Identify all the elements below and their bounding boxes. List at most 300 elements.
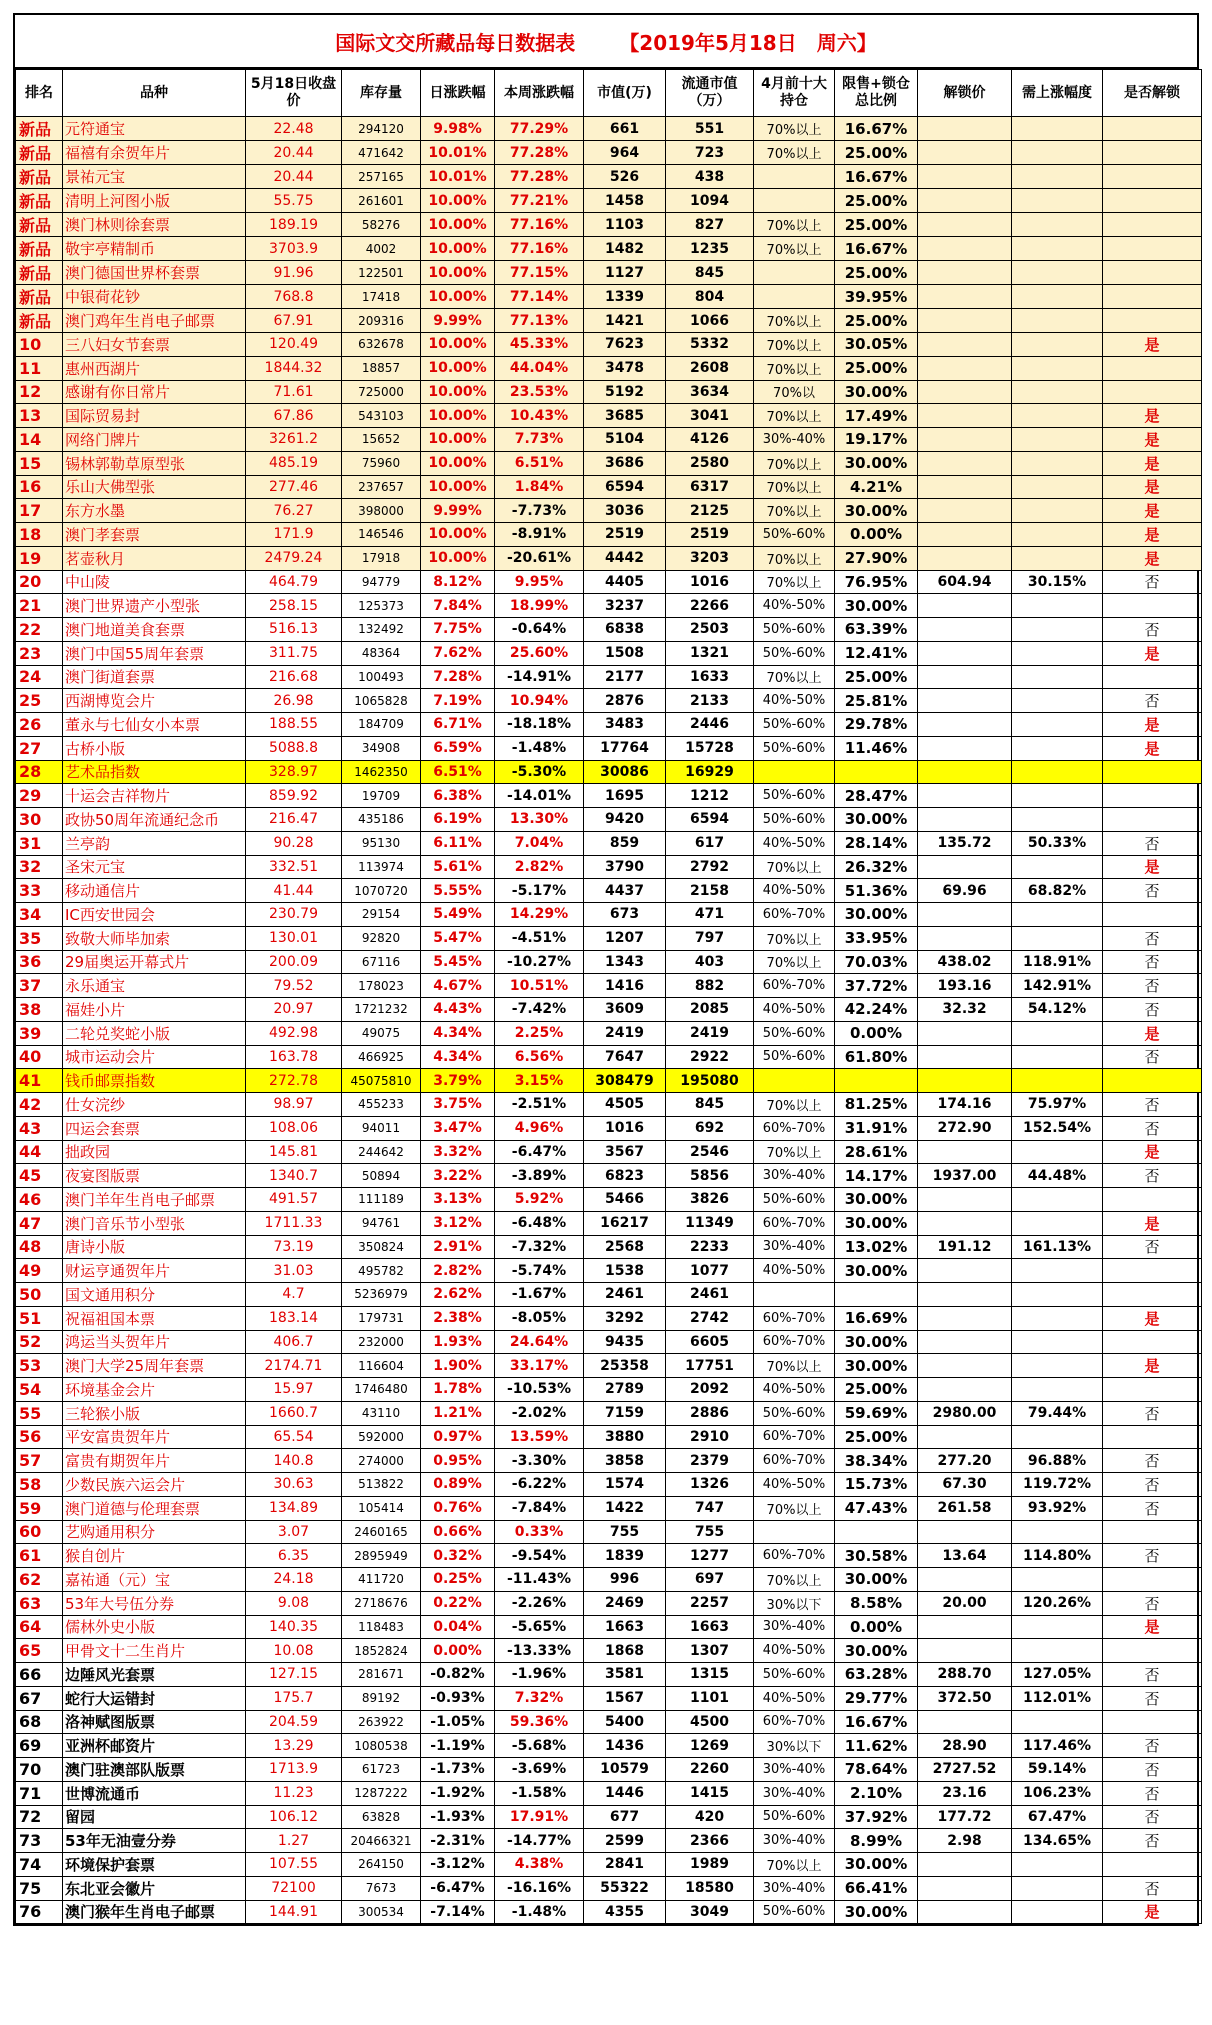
daily-change-cell: -1.93% [421, 1805, 495, 1829]
header-unlock-price: 解锁价 [918, 70, 1012, 117]
market-cap-cell: 16217 [584, 1211, 666, 1235]
lock-ratio-cell: 30.05% [835, 333, 918, 357]
circulating-cap-cell: 4126 [666, 428, 754, 452]
lock-ratio-cell: 30.00% [835, 451, 918, 475]
top10-holding-cell: 70%以上 [754, 926, 835, 950]
close-price-cell: 91.96 [246, 261, 342, 285]
weekly-change-cell: 10.94% [495, 689, 584, 713]
top10-holding-cell: 70%以上 [754, 237, 835, 261]
rank-cell: 23 [16, 641, 63, 665]
top10-holding-cell: 50%-60% [754, 1021, 835, 1045]
daily-change-cell: -2.31% [421, 1829, 495, 1853]
daily-change-cell: 5.49% [421, 903, 495, 927]
close-price-cell: 171.9 [246, 523, 342, 547]
top10-holding-cell: 30%以下 [754, 1734, 835, 1758]
market-cap-cell: 4505 [584, 1093, 666, 1117]
close-price-cell: 3703.9 [246, 237, 342, 261]
close-price-cell: 98.97 [246, 1093, 342, 1117]
rank-cell: 63 [16, 1591, 63, 1615]
circulating-cap-cell: 747 [666, 1496, 754, 1520]
rank-cell: 55 [16, 1401, 63, 1425]
table-row [16, 141, 1202, 165]
daily-change-cell: 2.91% [421, 1235, 495, 1259]
circulating-cap-cell: 2580 [666, 451, 754, 475]
header-circulating-cap: 流通市值（万） [666, 70, 754, 117]
daily-change-cell: 6.11% [421, 831, 495, 855]
rank-cell: 22 [16, 618, 63, 642]
rank-cell: 12 [16, 380, 63, 404]
table-row [16, 1568, 1202, 1592]
unlocked-flag-cell [1103, 1259, 1202, 1283]
unlocked-flag-cell [1103, 1425, 1202, 1449]
rise-needed-cell [1012, 404, 1103, 428]
rise-needed-cell [1012, 333, 1103, 357]
lock-ratio-cell: 76.95% [835, 570, 918, 594]
circulating-cap-cell: 692 [666, 1116, 754, 1140]
name-cell: 鸿运当头贺年片 [63, 1330, 246, 1354]
top10-holding-cell: 70%以上 [754, 333, 835, 357]
circulating-cap-cell: 1269 [666, 1734, 754, 1758]
table-row [16, 1734, 1202, 1758]
unlock-price-cell [918, 665, 1012, 689]
weekly-change-cell: 77.16% [495, 237, 584, 261]
close-price-cell: 130.01 [246, 926, 342, 950]
top10-holding-cell: 30%-40% [754, 1876, 835, 1900]
name-cell: 东方水墨 [63, 499, 246, 523]
stock-cell: 63828 [342, 1805, 421, 1829]
rank-cell: 69 [16, 1734, 63, 1758]
market-cap-cell: 1339 [584, 285, 666, 309]
top10-holding-cell: 40%-50% [754, 1473, 835, 1497]
stock-cell: 513822 [342, 1473, 421, 1497]
weekly-change-cell: 13.59% [495, 1425, 584, 1449]
lock-ratio-cell: 30.00% [835, 1853, 918, 1877]
close-price-cell: 859.92 [246, 784, 342, 808]
top10-holding-cell [754, 261, 835, 285]
market-cap-cell: 5104 [584, 428, 666, 452]
unlocked-flag-cell: 是 [1103, 1021, 1202, 1045]
header-close: 5月18日收盘价 [246, 70, 342, 117]
rise-needed-cell [1012, 141, 1103, 165]
circulating-cap-cell: 16929 [666, 760, 754, 784]
rank-cell: 21 [16, 594, 63, 618]
market-cap-cell: 3478 [584, 356, 666, 380]
top10-holding-cell: 50%-60% [754, 713, 835, 737]
table-row [16, 1069, 1202, 1093]
weekly-change-cell: -10.53% [495, 1378, 584, 1402]
lock-ratio-cell: 47.43% [835, 1496, 918, 1520]
unlocked-flag-cell: 否 [1103, 879, 1202, 903]
lock-ratio-cell [835, 760, 918, 784]
table-row [16, 1900, 1202, 1924]
rank-cell: 75 [16, 1876, 63, 1900]
unlock-price-cell [918, 760, 1012, 784]
name-cell: 唐诗小版 [63, 1235, 246, 1259]
market-cap-cell: 3292 [584, 1306, 666, 1330]
close-price-cell: 67.91 [246, 309, 342, 333]
top10-holding-cell: 70%以上 [754, 1140, 835, 1164]
unlocked-flag-cell: 否 [1103, 1758, 1202, 1782]
close-price-cell: 485.19 [246, 451, 342, 475]
lock-ratio-cell: 28.14% [835, 831, 918, 855]
stock-cell: 89192 [342, 1686, 421, 1710]
market-cap-cell: 1538 [584, 1259, 666, 1283]
weekly-change-cell: 1.84% [495, 475, 584, 499]
rise-needed-cell: 134.65% [1012, 1829, 1103, 1853]
weekly-change-cell: -18.18% [495, 713, 584, 737]
table-row [16, 380, 1202, 404]
close-price-cell: 145.81 [246, 1140, 342, 1164]
rise-needed-cell [1012, 1283, 1103, 1307]
circulating-cap-cell: 11349 [666, 1211, 754, 1235]
weekly-change-cell: 4.38% [495, 1853, 584, 1877]
lock-ratio-cell: 30.00% [835, 499, 918, 523]
rise-needed-cell [1012, 618, 1103, 642]
daily-change-cell: 1.90% [421, 1354, 495, 1378]
top10-holding-cell: 50%-60% [754, 1900, 835, 1924]
weekly-change-cell: -0.64% [495, 618, 584, 642]
lock-ratio-cell: 28.47% [835, 784, 918, 808]
rise-needed-cell: 59.14% [1012, 1758, 1103, 1782]
lock-ratio-cell: 25.81% [835, 689, 918, 713]
circulating-cap-cell: 697 [666, 1568, 754, 1592]
stock-cell: 45075810 [342, 1069, 421, 1093]
circulating-cap-cell: 2792 [666, 855, 754, 879]
table-row [16, 950, 1202, 974]
close-price-cell: 272.78 [246, 1069, 342, 1093]
lock-ratio-cell: 30.00% [835, 903, 918, 927]
rank-cell: 46 [16, 1188, 63, 1212]
rank-cell: 新品 [16, 261, 63, 285]
name-cell: 澳门音乐节小型张 [63, 1211, 246, 1235]
stock-cell: 592000 [342, 1425, 421, 1449]
rise-needed-cell [1012, 1900, 1103, 1924]
weekly-change-cell: -7.42% [495, 998, 584, 1022]
rank-cell: 76 [16, 1900, 63, 1924]
lock-ratio-cell: 16.67% [835, 165, 918, 189]
market-cap-cell: 3567 [584, 1140, 666, 1164]
name-cell: 茗壶秋月 [63, 546, 246, 570]
daily-change-cell: 7.19% [421, 689, 495, 713]
top10-holding-cell: 60%-70% [754, 1211, 835, 1235]
unlock-price-cell [918, 141, 1012, 165]
unlock-price-cell: 174.16 [918, 1093, 1012, 1117]
name-cell: 西湖博览会片 [63, 689, 246, 713]
lock-ratio-cell: 25.00% [835, 1378, 918, 1402]
circulating-cap-cell: 5332 [666, 333, 754, 357]
daily-change-cell: 0.89% [421, 1473, 495, 1497]
stock-cell: 100493 [342, 665, 421, 689]
top10-holding-cell: 30%-40% [754, 1758, 835, 1782]
stock-cell: 92820 [342, 926, 421, 950]
unlocked-flag-cell [1103, 261, 1202, 285]
close-price-cell: 3.07 [246, 1520, 342, 1544]
market-cap-cell: 3858 [584, 1449, 666, 1473]
circulating-cap-cell: 755 [666, 1520, 754, 1544]
rise-needed-cell [1012, 1568, 1103, 1592]
lock-ratio-cell: 25.00% [835, 189, 918, 213]
table-row [16, 523, 1202, 547]
unlock-price-cell: 69.96 [918, 879, 1012, 903]
unlocked-flag-cell: 是 [1103, 428, 1202, 452]
weekly-change-cell: 23.53% [495, 380, 584, 404]
rise-needed-cell: 54.12% [1012, 998, 1103, 1022]
market-cap-cell: 2461 [584, 1283, 666, 1307]
market-cap-cell: 4437 [584, 879, 666, 903]
unlock-price-cell [918, 1568, 1012, 1592]
lock-ratio-cell: 25.00% [835, 141, 918, 165]
rise-needed-cell [1012, 665, 1103, 689]
circulating-cap-cell: 6317 [666, 475, 754, 499]
name-cell: 圣宋元宝 [63, 855, 246, 879]
close-price-cell: 204.59 [246, 1710, 342, 1734]
name-cell: 钱币邮票指数 [63, 1069, 246, 1093]
top10-holding-cell: 70%以上 [754, 950, 835, 974]
rise-needed-cell [1012, 189, 1103, 213]
name-cell: 猴自创片 [63, 1544, 246, 1568]
rise-needed-cell [1012, 1330, 1103, 1354]
table-row [16, 1544, 1202, 1568]
rank-cell: 71 [16, 1781, 63, 1805]
top10-holding-cell: 40%-50% [754, 1639, 835, 1663]
lock-ratio-cell: 30.00% [835, 380, 918, 404]
daily-change-cell: 10.00% [421, 189, 495, 213]
circulating-cap-cell: 827 [666, 213, 754, 237]
rise-needed-cell [1012, 760, 1103, 784]
rank-cell: 13 [16, 404, 63, 428]
circulating-cap-cell: 2886 [666, 1401, 754, 1425]
lock-ratio-cell: 16.67% [835, 1710, 918, 1734]
top10-holding-cell [754, 1069, 835, 1093]
lock-ratio-cell: 37.72% [835, 974, 918, 998]
rise-needed-cell: 114.80% [1012, 1544, 1103, 1568]
unlock-price-cell [918, 451, 1012, 475]
weekly-change-cell: 0.33% [495, 1520, 584, 1544]
top10-holding-cell: 70%以上 [754, 309, 835, 333]
weekly-change-cell: -1.58% [495, 1781, 584, 1805]
lock-ratio-cell: 30.00% [835, 1900, 918, 1924]
lock-ratio-cell: 33.95% [835, 926, 918, 950]
circulating-cap-cell: 403 [666, 950, 754, 974]
top10-holding-cell: 40%-50% [754, 689, 835, 713]
unlock-price-cell [918, 1354, 1012, 1378]
weekly-change-cell: 10.43% [495, 404, 584, 428]
market-cap-cell: 4442 [584, 546, 666, 570]
market-cap-cell: 1868 [584, 1639, 666, 1663]
weekly-change-cell: 77.15% [495, 261, 584, 285]
unlock-price-cell [918, 689, 1012, 713]
name-cell: 二轮兑奖蛇小版 [63, 1021, 246, 1045]
unlock-price-cell [918, 1330, 1012, 1354]
rise-needed-cell [1012, 1615, 1103, 1639]
daily-change-cell: 9.99% [421, 309, 495, 333]
table-row [16, 713, 1202, 737]
rise-needed-cell [1012, 1045, 1103, 1069]
unlocked-flag-cell: 否 [1103, 998, 1202, 1022]
rank-cell: 20 [16, 570, 63, 594]
rise-needed-cell: 120.26% [1012, 1591, 1103, 1615]
stock-cell: 466925 [342, 1045, 421, 1069]
weekly-change-cell: 77.29% [495, 117, 584, 141]
market-cap-cell: 5466 [584, 1188, 666, 1212]
rise-needed-cell: 67.47% [1012, 1805, 1103, 1829]
top10-holding-cell: 70%以上 [754, 570, 835, 594]
circulating-cap-cell: 2546 [666, 1140, 754, 1164]
top10-holding-cell: 50%-60% [754, 808, 835, 832]
rank-cell: 18 [16, 523, 63, 547]
stock-cell: 264150 [342, 1853, 421, 1877]
stock-cell: 118483 [342, 1615, 421, 1639]
unlock-price-cell [918, 117, 1012, 141]
close-price-cell: 90.28 [246, 831, 342, 855]
lock-ratio-cell: 30.00% [835, 1639, 918, 1663]
unlocked-flag-cell: 是 [1103, 1354, 1202, 1378]
unlocked-flag-cell [1103, 1853, 1202, 1877]
unlock-price-cell: 372.50 [918, 1686, 1012, 1710]
name-cell: 澳门中国55周年套票 [63, 641, 246, 665]
stock-cell: 132492 [342, 618, 421, 642]
circulating-cap-cell: 617 [666, 831, 754, 855]
daily-change-cell: 1.21% [421, 1401, 495, 1425]
name-cell: 29届奥运开幕式片 [63, 950, 246, 974]
unlock-price-cell [918, 1069, 1012, 1093]
name-cell: 甲骨文十二生肖片 [63, 1639, 246, 1663]
unlock-price-cell [918, 189, 1012, 213]
close-price-cell: 20.44 [246, 165, 342, 189]
circulating-cap-cell: 3049 [666, 1900, 754, 1924]
close-price-cell: 73.19 [246, 1235, 342, 1259]
weekly-change-cell: -1.48% [495, 736, 584, 760]
table-row [16, 784, 1202, 808]
market-cap-cell: 1207 [584, 926, 666, 950]
table-row [16, 1140, 1202, 1164]
top10-holding-cell: 50%-60% [754, 641, 835, 665]
market-cap-cell: 17764 [584, 736, 666, 760]
unlocked-flag-cell [1103, 1069, 1202, 1093]
unlocked-flag-cell [1103, 903, 1202, 927]
circulating-cap-cell: 2419 [666, 1021, 754, 1045]
unlocked-flag-cell: 否 [1103, 1045, 1202, 1069]
daily-change-cell: 10.00% [421, 404, 495, 428]
stock-cell: 67116 [342, 950, 421, 974]
stock-cell: 2460165 [342, 1520, 421, 1544]
stock-cell: 244642 [342, 1140, 421, 1164]
market-cap-cell: 2519 [584, 523, 666, 547]
market-cap-cell: 1127 [584, 261, 666, 285]
weekly-change-cell: -5.17% [495, 879, 584, 903]
daily-change-cell: 10.00% [421, 380, 495, 404]
market-cap-cell: 1695 [584, 784, 666, 808]
weekly-change-cell: 10.51% [495, 974, 584, 998]
unlock-price-cell: 1937.00 [918, 1164, 1012, 1188]
rank-cell: 56 [16, 1425, 63, 1449]
close-price-cell: 20.97 [246, 998, 342, 1022]
rank-cell: 新品 [16, 285, 63, 309]
rank-cell: 31 [16, 831, 63, 855]
rank-cell: 41 [16, 1069, 63, 1093]
rise-needed-cell: 152.54% [1012, 1116, 1103, 1140]
market-cap-cell: 526 [584, 165, 666, 189]
weekly-change-cell: -6.22% [495, 1473, 584, 1497]
stock-cell: 146546 [342, 523, 421, 547]
unlock-price-cell: 135.72 [918, 831, 1012, 855]
rank-cell: 新品 [16, 141, 63, 165]
daily-change-cell: 3.22% [421, 1164, 495, 1188]
unlocked-flag-cell: 是 [1103, 1900, 1202, 1924]
rise-needed-cell [1012, 1259, 1103, 1283]
unlocked-flag-cell [1103, 1378, 1202, 1402]
daily-change-cell: 5.55% [421, 879, 495, 903]
unlocked-flag-cell [1103, 237, 1202, 261]
top10-holding-cell [754, 165, 835, 189]
top10-holding-cell: 40%-50% [754, 831, 835, 855]
name-cell: 澳门羊年生肖电子邮票 [63, 1188, 246, 1212]
rank-cell: 15 [16, 451, 63, 475]
rise-needed-cell: 96.88% [1012, 1449, 1103, 1473]
unlock-price-cell [918, 1378, 1012, 1402]
header-market-cap: 市值(万) [584, 70, 666, 117]
unlock-price-cell: 67.30 [918, 1473, 1012, 1497]
name-cell: 三八妇女节套票 [63, 333, 246, 357]
daily-change-cell: 0.04% [421, 1615, 495, 1639]
daily-change-cell: 10.00% [421, 475, 495, 499]
unlock-price-cell [918, 1211, 1012, 1235]
close-price-cell: 332.51 [246, 855, 342, 879]
rank-cell: 33 [16, 879, 63, 903]
daily-change-cell: 6.19% [421, 808, 495, 832]
market-cap-cell: 3609 [584, 998, 666, 1022]
unlock-price-cell [918, 713, 1012, 737]
name-cell: 53年大号伍分券 [63, 1591, 246, 1615]
rank-cell: 32 [16, 855, 63, 879]
daily-change-cell: -3.12% [421, 1853, 495, 1877]
circulating-cap-cell: 3041 [666, 404, 754, 428]
top10-holding-cell: 30%-40% [754, 1615, 835, 1639]
table-row [16, 831, 1202, 855]
circulating-cap-cell: 845 [666, 261, 754, 285]
daily-change-cell: -0.82% [421, 1663, 495, 1687]
rank-cell: 61 [16, 1544, 63, 1568]
circulating-cap-cell: 3826 [666, 1188, 754, 1212]
table-row [16, 1211, 1202, 1235]
rise-needed-cell: 117.46% [1012, 1734, 1103, 1758]
rise-needed-cell [1012, 1354, 1103, 1378]
unlocked-flag-cell: 否 [1103, 1235, 1202, 1259]
lock-ratio-cell: 25.00% [835, 213, 918, 237]
daily-change-cell: 0.25% [421, 1568, 495, 1592]
table-row [16, 475, 1202, 499]
circulating-cap-cell: 438 [666, 165, 754, 189]
daily-change-cell: 3.47% [421, 1116, 495, 1140]
unlocked-flag-cell [1103, 285, 1202, 309]
unlock-price-cell [918, 1188, 1012, 1212]
market-cap-cell: 2876 [584, 689, 666, 713]
circulating-cap-cell: 1066 [666, 309, 754, 333]
lock-ratio-cell: 42.24% [835, 998, 918, 1022]
rise-needed-cell: 30.15% [1012, 570, 1103, 594]
rise-needed-cell: 93.92% [1012, 1496, 1103, 1520]
stock-cell: 18857 [342, 356, 421, 380]
rank-cell: 73 [16, 1829, 63, 1853]
top10-holding-cell: 50%-60% [754, 1663, 835, 1687]
header-row [16, 70, 1202, 117]
rise-needed-cell [1012, 808, 1103, 832]
close-price-cell: 30.63 [246, 1473, 342, 1497]
rank-cell: 25 [16, 689, 63, 713]
unlocked-flag-cell: 是 [1103, 404, 1202, 428]
table-row [16, 594, 1202, 618]
weekly-change-cell: -2.02% [495, 1401, 584, 1425]
